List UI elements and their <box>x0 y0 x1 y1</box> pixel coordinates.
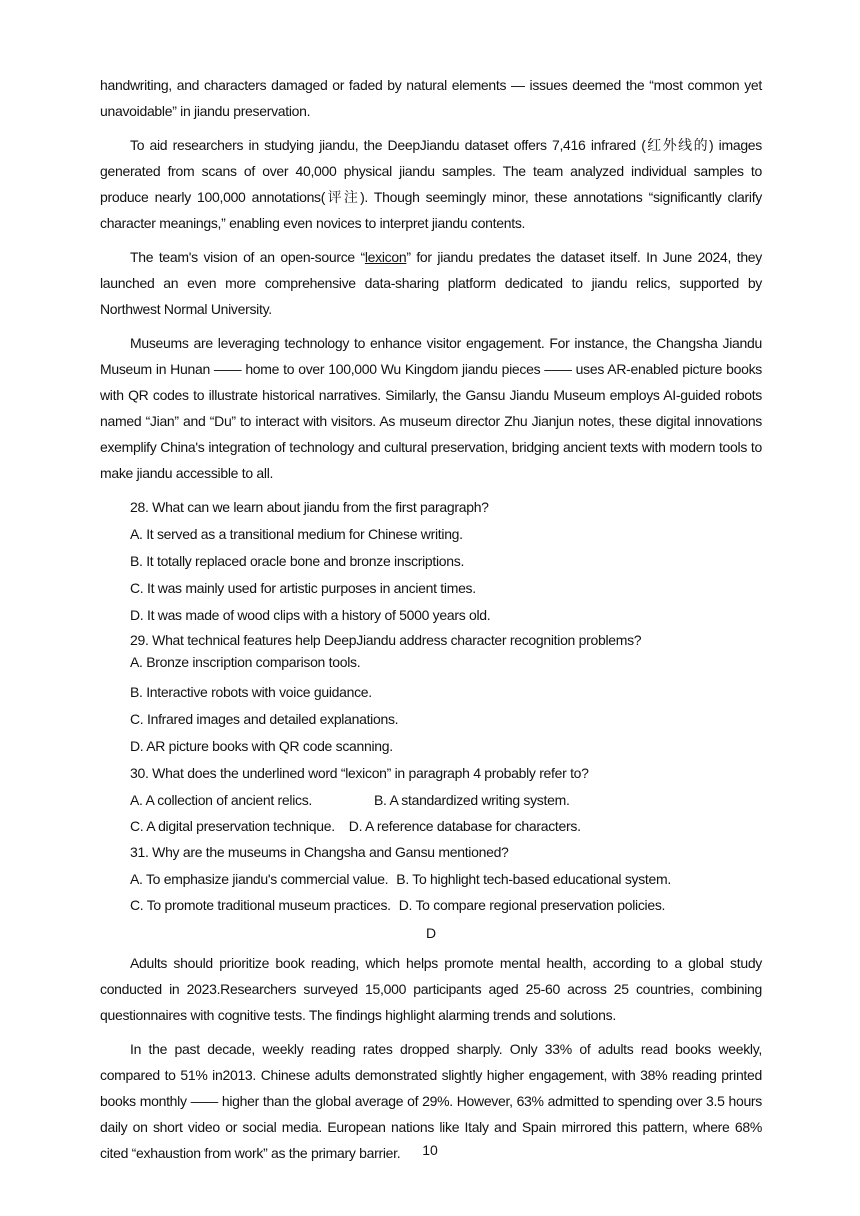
option-d: D. It was made of wood clips with a history of 5000 years old. <box>130 607 491 623</box>
option-c: C. To promote traditional museum practices. <box>130 897 391 913</box>
options-row-cd <box>130 813 762 839</box>
question-stem: 30. What does the underlined word “lexicon” in paragraph 4 probably refer to? <box>130 765 589 781</box>
question-31 <box>100 839 762 918</box>
section-heading-d: D <box>425 925 437 941</box>
option-c: C. Infrared images and detailed explanations. <box>130 711 399 727</box>
option-c: C. A digital preservation technique. <box>130 818 335 834</box>
option-d: D. AR picture books with QR code scanning. <box>130 738 393 754</box>
question-30 <box>100 760 762 839</box>
option-b: B. Interactive robots with voice guidance. <box>130 684 372 700</box>
option-b: B. A standardized writing system. <box>374 792 570 808</box>
underlined-word-lexicon: lexicon <box>364 249 407 265</box>
question-stem: 31. Why are the museums in Changsha and Gansu mentioned? <box>130 844 509 860</box>
question-29 <box>100 630 762 759</box>
options-row-ab <box>130 866 762 892</box>
option-a: A. A collection of ancient relics. <box>130 792 313 808</box>
passage-paragraph-2: To aid researchers in studying jiandu, the DeepJiandu dataset offers 7,416 infrared (红外线的) images generated from scans of over 40,000 physical jiandu samples. The team analyzed individual samples to produce nearly 100,000 annotations(评注). Though seemingly minor, these annotations “significantly clarify character meanings,” enabling even novices to interpret jiandu contents. <box>100 137 762 231</box>
page-number: 10 <box>422 1142 438 1158</box>
page-content <box>100 72 762 1174</box>
option-c: C. It was mainly used for artistic purposes in ancient times. <box>130 580 476 596</box>
passage-paragraph-3 <box>100 244 762 322</box>
section-d-paragraph-2: In the past decade, weekly reading rates dropped sharply. Only 33% of adults read books weekly, compared to 51% in2013. Chinese adults demonstrated slightly higher engagement, with 38% reading printed books monthly —— higher than the global average of 29%. However, 63% admitted to spending over 3.5 hours daily on short video or social media. European nations like Italy and Spain mirrored this pattern, where 68% cited “exhaustion from work” as the primary barrier. <box>100 1041 762 1161</box>
paragraph-3-after: ” for jiandu predates the dataset itself. In June 2024, they launched an even more comprehensive data-sharing platform dedicated to jiandu relics, supported by Northwest Normal University. <box>100 249 762 317</box>
question-stem: 28. What can we learn about jiandu from the first paragraph? <box>130 499 489 515</box>
question-28 <box>100 494 762 628</box>
options-row-cd <box>130 892 762 918</box>
option-a: A. It served as a transitional medium for Chinese writing. <box>130 526 463 542</box>
paragraph-3-before: The team's vision of an open-source “ <box>130 249 365 265</box>
option-a: A. To emphasize jiandu's commercial value. <box>130 871 389 887</box>
option-d: D. A reference database for characters. <box>348 818 581 834</box>
option-a: A. Bronze inscription comparison tools. <box>130 654 361 670</box>
options-row-ab <box>130 787 762 813</box>
question-stem: 29. What technical features help DeepJiandu address character recognition problems? <box>130 632 642 648</box>
section-d-paragraph-1: Adults should prioritize book reading, which helps promote mental health, according to a global study conducted in 2023.Researchers surveyed 15,000 participants aged 25-60 across 25 countries, combining questionnaires with cognitive tests. The findings highlight alarming trends and solutions. <box>100 955 762 1023</box>
passage-paragraph-1: handwriting, and characters damaged or faded by natural elements — issues deemed the “most common yet unavoidable” in jiandu preservation. <box>100 77 762 119</box>
passage-paragraph-4: Museums are leveraging technology to enhance visitor engagement. For instance, the Changsha Jiandu Museum in Hunan —— home to over 100,000 Wu Kingdom jiandu pieces —— uses AR-enabled picture books with QR codes to illustrate historical narratives. Similarly, the Gansu Jiandu Museum employs AI-guided robots named “Jian” and “Du” to interact with visitors. As museum director Zhu Jianjun notes, these digital innovations exemplify China's integration of technology and cultural preservation, bridging ancient texts with modern tools to make jiandu accessible to all. <box>100 335 762 481</box>
option-b: B. To highlight tech-based educational system. <box>396 871 671 887</box>
option-b: B. It totally replaced oracle bone and bronze inscriptions. <box>130 553 465 569</box>
option-d: D. To compare regional preservation policies. <box>398 897 666 913</box>
